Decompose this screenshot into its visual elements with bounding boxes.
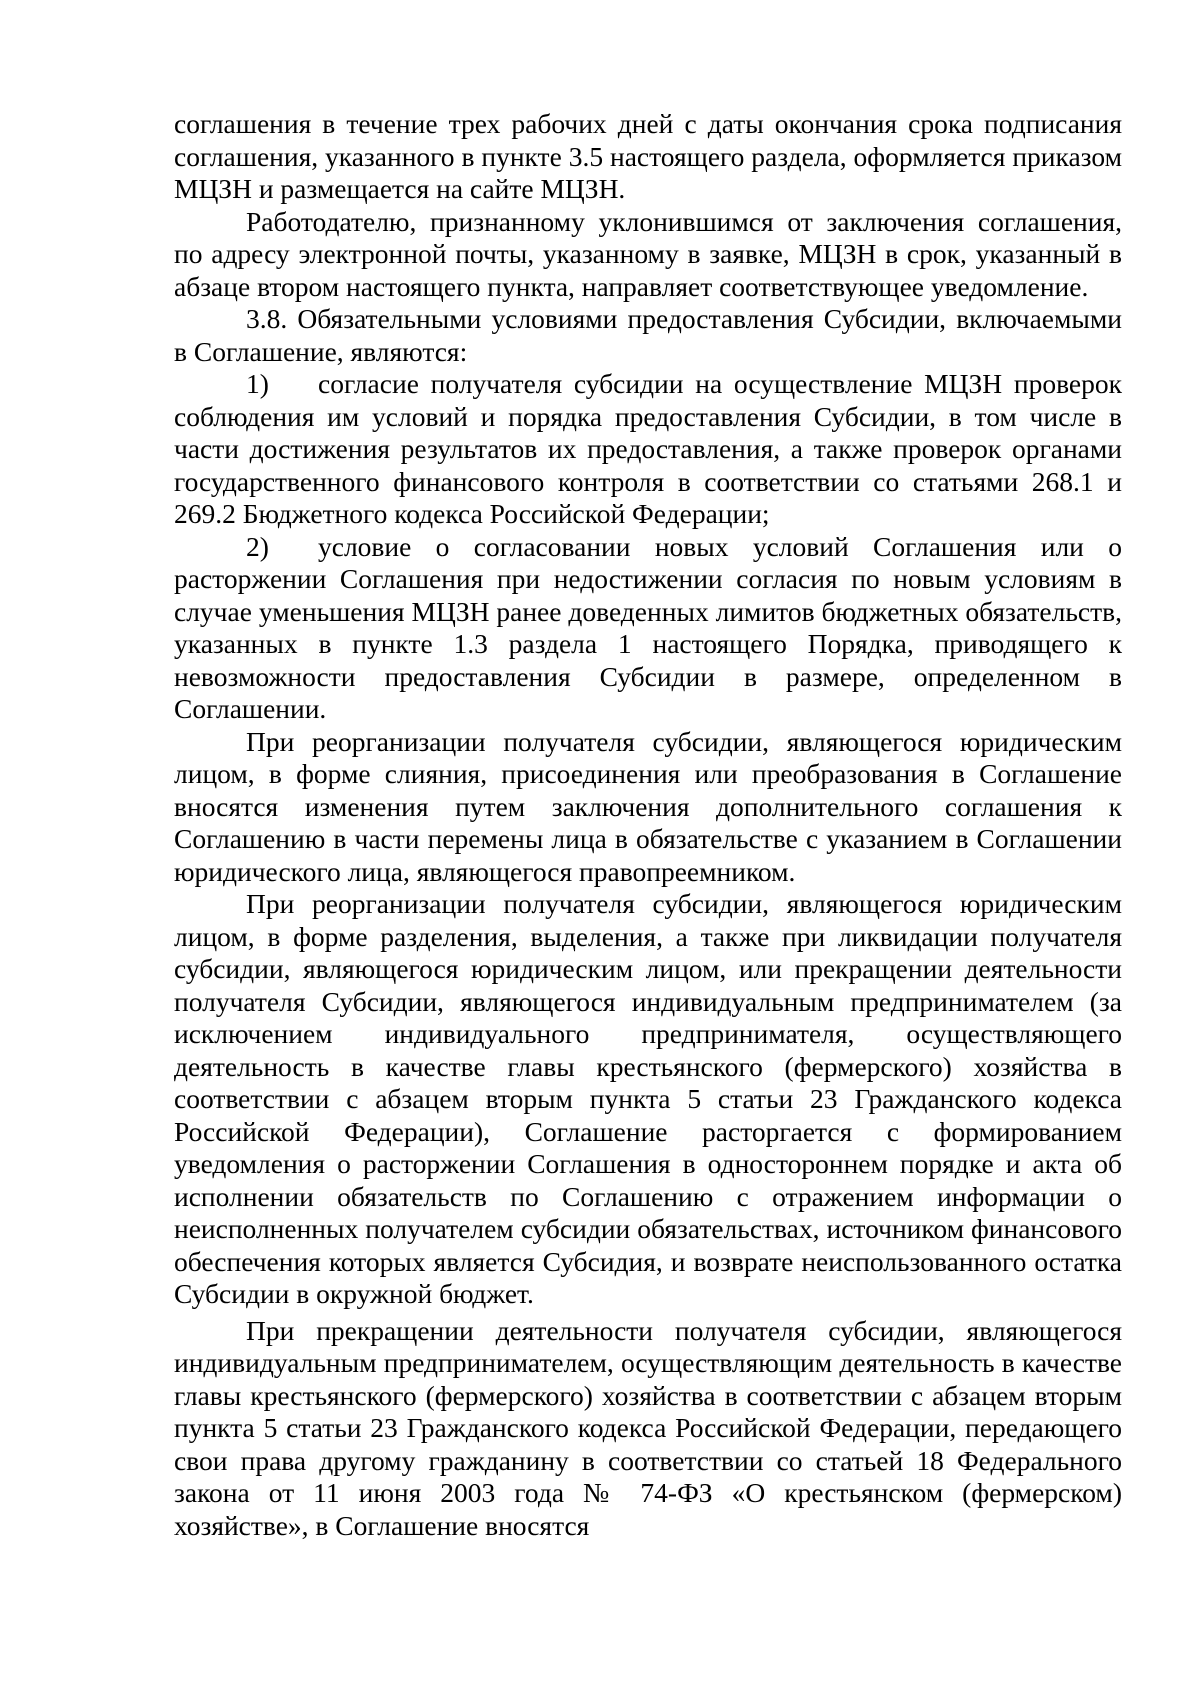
paragraph-reorganization-division: При реорганизации получателя субсидии, являющегося юридическим лицом, в форме разделения, выделения, а также при ликвидации получателя субсидии, являющегося юридическим лицом, или прекращении деятельности получателя Субсидии, являющегося индивидуальным предпринимателем (за исключением индивидуального предпринимателя, осуществляющего деятельность в качестве главы крестьянского (фермерского) хозяйства в соответствии с абзацем вторым пункта 5 статьи 23 Гражданского кодекса Российской Федерации), Соглашение расторгается с формированием уведомления о расторжении Соглашения в одностороннем порядке и акта об исполнении обязательств по Соглашению с отражением информации о неисполненных получателем субсидии обязательствах, источником финансового обеспечения которых является Субсидия, и возврате неиспользованного остатка Субсидии в окружной бюджет. [174, 888, 1122, 1309]
list-number-2: 2) [246, 530, 269, 562]
list-item-2 [174, 531, 1122, 726]
paragraph-continuation: соглашения в течение трех рабочих дней с даты окончания срока подписания соглашения, указанного в пункте 3.5 настоящего раздела, оформляется приказом МЦЗН и размещается на сайте МЦЗН. [174, 108, 1122, 204]
paragraph-termination-farm: При прекращении деятельности получателя субсидии, являющегося индивидуальным предпринимателем, осуществляющим деятельность в качестве главы крестьянского (фермерского) хозяйства в соответствии с абзацем вторым пункта 5 статьи 23 Гражданского кодекса Российской Федерации, передающего свои права другому гражданину в соответствии со статьей 18 Федерального закона от 11 июня 2003 года № 74-ФЗ «О крестьянском (фермерском) хозяйстве», в Соглашение вносятся [174, 1314, 1122, 1541]
list-number-1: 1) [246, 368, 269, 399]
list-item-1-text: согласие получателя субсидии на осуществление МЦЗН проверок соблюдения им условий и порядка предоставления Субсидии, в том числе в части достижения результатов их предоставления, а также проверок органами государственного финансового контроля в соответствии со статьями 268.1 и 269.2 Бюджетного кодекса Российской Федерации; [174, 368, 1122, 529]
document-page [174, 108, 1122, 1542]
paragraph-employer-evasion: Работодателю, признанному уклонившимся от заключения соглашения, по адресу электронной почты, указанному в заявке, МЦЗН в срок, указанный в абзаце втором настоящего пункта, направляет соответствующее уведомление. [174, 205, 1122, 302]
list-item-1 [174, 368, 1122, 531]
paragraph-reorganization-merger: При реорганизации получателя субсидии, являющегося юридическим лицом, в форме слияния, присоединения или преобразования в Соглашение вносятся изменения путем заключения дополнительного соглашения к Соглашению в части перемены лица в обязательстве с указанием в Соглашении юридического лица, являющегося правопреемником. [174, 725, 1122, 887]
list-item-2-text: условие о согласовании новых условий Соглашения или о расторжении Соглашения при недостижении согласия по новым условиям в случае уменьшения МЦЗН ранее доведенных лимитов бюджетных обязательств, указанных в пункте 1.3 раздела 1 настоящего Порядка, приводящего к невозможности предоставления Субсидии в размере, определенном в Соглашении. [174, 530, 1122, 724]
paragraph-clause-3-8: 3.8. Обязательными условиями предоставления Субсидии, включаемыми в Соглашение, являются: [174, 303, 1122, 367]
